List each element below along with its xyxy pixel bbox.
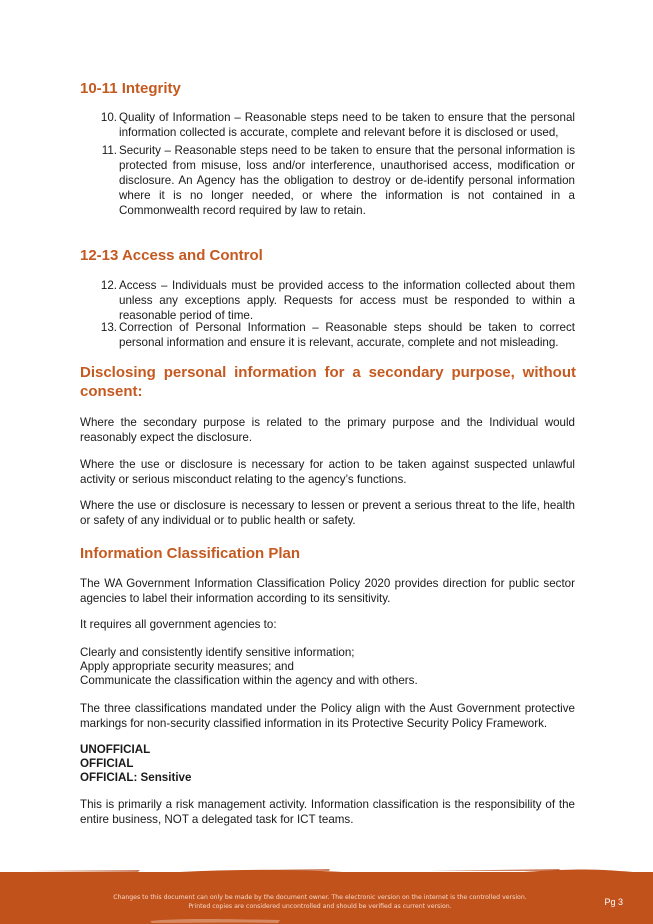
classification-level: OFFICIAL: Sensitive <box>80 771 192 784</box>
list-item <box>80 143 575 219</box>
item-number: 13. <box>100 321 117 334</box>
item-text: Access – Individuals must be provided access to the information collected about them unless any exceptions apply. Requests for access must be responded to within a reasonable period of time. <box>119 279 575 322</box>
paragraph: The WA Government Information Classification Policy 2020 provides direction for public sector agencies to label their information according to its sensitivity. <box>80 577 575 605</box>
paragraph: Where the use or disclosure is necessary to lessen or prevent a serious threat to the life, health or safety of any individual or to public health or safety. <box>80 499 575 527</box>
action-line: Clearly and consistently identify sensitive information; <box>80 646 355 659</box>
paragraph: Where the use or disclosure is necessary for action to be taken against suspected unlawful activity or serious misconduct relating to the agency’s functions. <box>80 458 575 486</box>
list-item <box>80 320 575 350</box>
page-footer <box>0 872 653 924</box>
item-number: 10. <box>100 111 117 124</box>
brush-edge-decoration <box>0 866 653 880</box>
heading-integrity: 10-11 Integrity <box>80 80 181 97</box>
item-number: 11. <box>101 144 117 157</box>
item-text: Correction of Personal Information – Reasonable steps should be taken to correct personal information and ensure it is relevant, accurate, complete and not misleading. <box>119 321 575 349</box>
heading-classification: Information Classification Plan <box>80 545 301 562</box>
paragraph: It requires all government agencies to: <box>80 618 277 631</box>
item-number: 12. <box>100 279 117 292</box>
action-line: Apply appropriate security measures; and <box>80 660 294 673</box>
heading-disclosing: Disclosing personal information for a secondary purpose, without consent: <box>80 364 576 400</box>
heading-access-control: 12-13 Access and Control <box>80 247 263 264</box>
item-text: Security – Reasonable steps need to be taken to ensure that the personal information is protected from misuse, loss and/or interference, unauthorised access, modification or disclosure. An Agency has the obligation to destroy or de-identify personal information where it is no longer needed, or where the information is not contained in a Commonwealth record required by law to retain. <box>119 144 575 217</box>
paragraph: Where the secondary purpose is related to the primary purpose and the Individual would reasonably expect the disclosure. <box>80 416 575 444</box>
page-number: Pg 3 <box>604 897 623 907</box>
footer-note-line: Changes to this document can only be made by the document owner. The electronic version on the internet is the controlled version. <box>113 894 527 901</box>
brush-stroke-decoration <box>150 916 280 924</box>
classification-level: UNOFFICIAL <box>80 743 151 756</box>
action-line: Communicate the classification within the agency and with others. <box>80 674 418 687</box>
paragraph: The three classifications mandated under the Policy align with the Aust Government protective markings for non-security classified information in its Protective Security Policy Framework. <box>80 702 575 730</box>
item-text: Quality of Information – Reasonable steps need to be taken to ensure that the personal information collected is accurate, complete and relevant before it is disclosed or used, <box>119 111 575 139</box>
footer-note-line: Printed copies are considered uncontrolled and should be verified as current version. <box>188 903 452 910</box>
classification-level: OFFICIAL <box>80 757 134 770</box>
list-item <box>80 278 575 323</box>
paragraph: This is primarily a risk management activity. Information classification is the responsibility of the entire business, NOT a delegated task for ICT teams. <box>80 798 575 826</box>
list-item <box>80 110 575 140</box>
